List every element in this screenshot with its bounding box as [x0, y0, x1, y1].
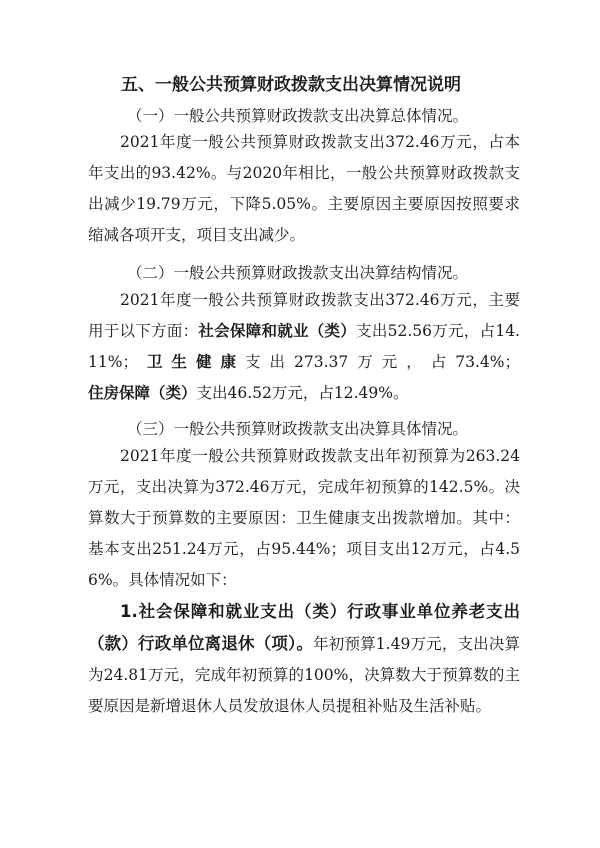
category-housing: 住房保障（类） — [88, 384, 197, 402]
structure-intro: 2021年度一般公共预算财政拨款支出372.46万元，主要用于以下方面： — [88, 291, 520, 340]
item-1-body: 年初预算1.49万元，支出决算为24.81万元，完成年初预算的100%，决算数大于预算数的主要原因是新增退休人员发放退休人员提租补贴及生活补贴。 — [88, 635, 521, 715]
item-1-title: 1.社会保障和就业支出（类）行政事业单位养老支出（款）行政单位离退休（项）。 — [88, 602, 520, 653]
subsection-1-title: （一）一般公共预算财政拨款支出决算总体情况。 — [127, 107, 469, 125]
subsection-1-paragraph: 2021年度一般公共预算财政拨款支出372.46万元，占本年支出的93.42%。与2020年相比，一般公共预算财政拨款支出减少19.79万元，下降5.05%。主要原因主要原因按照要求缩减各项开支，项目支出减少。 — [88, 133, 520, 244]
category-social-security: 社会保障和就业（类） — [198, 322, 357, 340]
category-health: 卫生健康 — [137, 353, 245, 371]
subsection-2-title: （二）一般公共预算财政拨款支出决算结构情况。 — [127, 264, 469, 282]
category-housing-amount: 支出46.52万元，占12.49%。 — [196, 384, 409, 402]
category-social-security-amount: 支出52.56万元，占14.11%； — [88, 322, 520, 371]
category-health-amount: 支出273.37万元，占73.4%； — [244, 353, 520, 371]
subsection-2-paragraph — [88, 285, 520, 409]
subsection-3-paragraph: 2021年度一般公共预算财政拨款支出年初预算为263.24万元，支出决算为372.46万元，完成年初预算的142.5%。决算数大于预算数的主要原因：卫生健康支出拨款增加。其中：基本支出251.24万元，占95.44%；项目支出12万元，占4.56%。具体情况如下： — [88, 447, 520, 589]
item-1-paragraph — [88, 596, 520, 722]
section-heading: 五、一般公共预算财政拨款支出决算情况说明 — [121, 75, 461, 95]
subsection-3-title: （三）一般公共预算财政拨款支出决算具体情况。 — [127, 420, 469, 438]
